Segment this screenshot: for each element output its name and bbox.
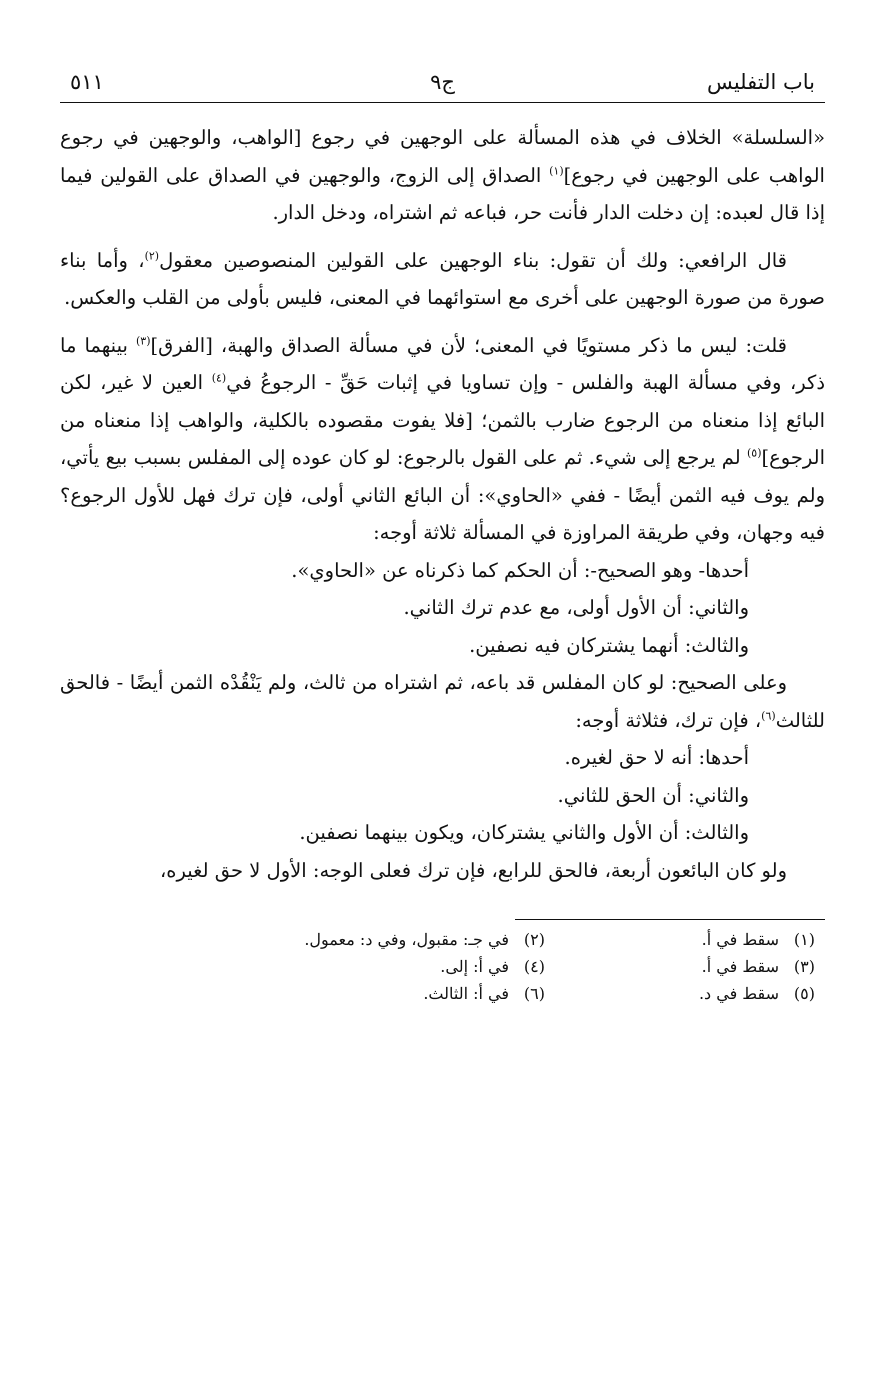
- main-text: [60, 119, 825, 889]
- paragraph-4: [60, 664, 825, 739]
- footnote-number: (١): [793, 930, 815, 949]
- paragraph-1-rest: الصداق إلى الزوج، والوجهين في الصداق على القولين فيما إذا قال لعبده: إن دخلت الدار فأنت حر، فباعه ثم اشتراه، ودخل الدار.: [60, 163, 825, 224]
- list-item: أحدها- وهو الصحيح-: أن الحكم كما ذكرناه عن «الحاوي».: [291, 558, 749, 582]
- footnote-number: (٦): [523, 984, 545, 1003]
- footnote-number: (٥): [793, 984, 815, 1003]
- footnote-2: [165, 930, 545, 957]
- footnote-text: في جـ: مقبول، وفي د: معمول.: [304, 930, 509, 949]
- footnote-number: (٣): [793, 957, 815, 976]
- paragraph-1: [60, 119, 825, 232]
- list-item: والثاني: أن الحق للثاني.: [557, 783, 749, 807]
- footnotes: [60, 930, 825, 1011]
- footnote-ref-3: (٣): [135, 334, 151, 347]
- footnote-ref-6: (٦): [761, 709, 776, 722]
- footnote-5: [545, 984, 815, 1011]
- list-item: والثالث: أن الأول والثاني يشتركان، ويكون بينهما نصفين.: [299, 821, 749, 844]
- paragraph-3: [60, 327, 825, 552]
- footnote-ref-1: (١): [549, 164, 564, 177]
- paragraph-2-rest: ، وأما بناء صورة من صورة الوجهين على أخرى مع استوائهما في المعنى، فليس بأولى من القلب والعكس.: [60, 248, 825, 309]
- paragraph-3-part-b: بينهما ما ذكر، وفي مسألة الهبة والفلس - وإن تساويا في إثبات حَقِّ - الرجوعُ في: [60, 333, 825, 394]
- paragraph-3-part-c: العين لا غير، لكن البائع إذا منعناه من الرجوع ضارب بالثمن؛ [فلا يفوت مقصوده بالكلية، والواهب إذا منعناه من الرجوع]: [60, 371, 825, 469]
- paragraph-5: ولو كان البائعون أربعة، فالحق للرابع، فإن ترك فعلى الوجه: الأول لا حق لغيره،: [160, 858, 787, 882]
- chapter-title: باب التفليس: [707, 70, 815, 94]
- volume-label: ج٩: [430, 70, 455, 94]
- paragraph-3-part-a: قلت: ليس ما ذكر مستويًا في المعنى؛ لأن في مسألة الصداق والهبة، [الفرق]: [150, 333, 788, 357]
- footnote-1: [545, 930, 815, 957]
- footnote-ref-4: (٤): [211, 371, 227, 385]
- page: [60, 62, 825, 1333]
- footnote-text: سقط في أ.: [701, 930, 779, 949]
- paragraph-4-part-b: ، فإن ترك، فثلاثة أوجه:: [575, 708, 762, 732]
- paragraph-2-text: قال الرافعي: ولك أن تقول: بناء الوجهين على القولين المنصوصين معقول: [159, 248, 787, 272]
- footnote-ref-2: (٢): [144, 249, 160, 262]
- footnote-text: سقط في د.: [698, 984, 779, 1003]
- paragraph-3-part-d: لم يرجع إلى شيء. ثم على القول بالرجوع: لو كان عوده إلى المفلس بسبب بيع يأتي، ولم يوف فيه الثمن أيضًا - ففي «الحاوي»: أن البائع الثاني أولى، فإن ترك فهل للأول الرجوع؟ فيه وجهان، وفي طريقة المراوزة في المسألة ثلاثة أوجه:: [60, 446, 825, 544]
- footnote-number: (٢): [523, 930, 545, 949]
- footnote-text: في أ: إلى.: [440, 957, 509, 976]
- footnote-text: في أ: الثالث.: [423, 984, 509, 1003]
- paragraph-1-text: «السلسلة» الخلاف في هذه المسألة على الوجهين في رجوع [الواهب، والوجهين في رجوع الواهب على الوجهين في رجوع]: [60, 126, 825, 187]
- running-header: [60, 62, 825, 102]
- footnote-text: سقط في أ.: [701, 957, 779, 976]
- footnote-number: (٤): [523, 957, 545, 976]
- list-item: أحدها: أنه لا حق لغيره.: [564, 746, 749, 769]
- footnote-rule: [515, 919, 825, 920]
- paragraph-2: [60, 242, 825, 317]
- header-rule: [60, 102, 825, 103]
- paragraph-4-part-a: وعلى الصحيح: لو كان المفلس قد باعه، ثم اشتراه من ثالث، ولم يَنْقُدْه الثمن أيضًا - فالحق للثالث: [60, 671, 825, 732]
- page-number: ٥١١: [70, 70, 104, 94]
- list-item: والثالث: أنهما يشتركان فيه نصفين.: [469, 633, 749, 657]
- list-item: والثاني: أن الأول أولى، مع عدم ترك الثاني.: [403, 596, 749, 619]
- footnote-4: [165, 957, 545, 984]
- footnote-ref-5: (٥): [746, 446, 762, 460]
- footnote-6: [165, 984, 545, 1011]
- footnote-3: [545, 957, 815, 984]
